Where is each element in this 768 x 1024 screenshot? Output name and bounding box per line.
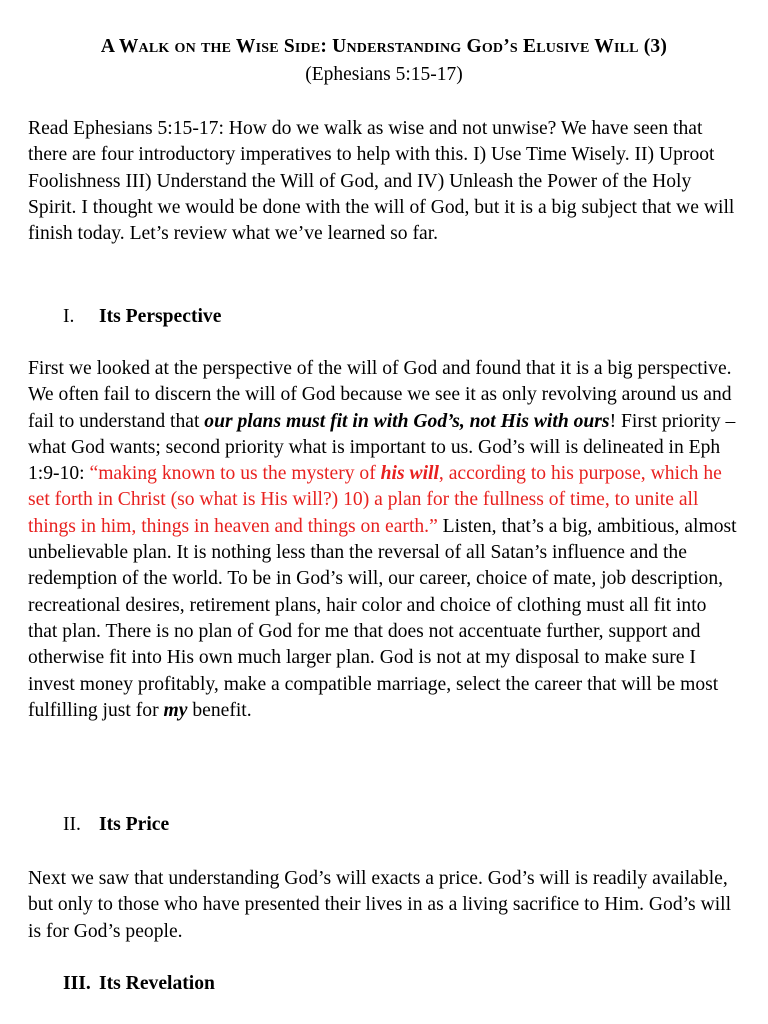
section-heading-price (63, 813, 169, 837)
emphasis-text: my (163, 699, 188, 721)
quote-run: , according to his purpose, which he set forth in Christ (so what is His will?) 10) a plan for the fullness of time, to unite all things in him, things in heaven and things on earth.” (28, 463, 722, 537)
section-numeral: III. (63, 973, 91, 994)
section-title: Its Price (99, 814, 170, 835)
section-heading-revelation (63, 972, 215, 996)
emphasis-text: our plans must fit in with God’s, not His with ours (204, 410, 610, 432)
text-run: benefit. (187, 699, 252, 721)
quote-emphasis: his will (380, 463, 439, 485)
section-numeral: I. (63, 306, 75, 327)
section-title: Its Revelation (99, 973, 215, 994)
text-run: First we looked at the perspective of the will of God and found that it is a big perspective. We often fail to discern the will of God because we see it as only revolving around us and fail to understand that (28, 358, 732, 432)
section-title: Its Perspective (99, 306, 222, 327)
price-paragraph: Next we saw that understanding God’s will exacts a price. God’s will is readily available, but only to those who have presented their lives in as a living sacrifice to Him. God’s will is for God’s people. (28, 868, 732, 942)
document-subtitle: (Ephesians 5:15-17) (305, 64, 463, 85)
text-run: ! First priority – what God wants; second priority what is important to us. God’s will is delineated in Eph 1:9-10: (28, 410, 736, 485)
section-heading-perspective (63, 305, 221, 329)
text-run: Listen, that’s a big, ambitious, almost unbelievable plan. It is nothing less than the reversal of all Satan’s influence and the redemption of the world. To be in God’s will, our career, choice of mate, job description, recreational desires, retirement plans, hair color and choice of clothing must all fit into that plan. There is no plan of God for me that does not accentuate further, support and otherwise fit into His own much larger plan. God is not at my disposal to make sure I invest money profitably, make a compatible marriage, select the career that will be most fulfilling just for (28, 515, 737, 721)
perspective-paragraph (28, 356, 740, 724)
quote-run: “making known to us the mystery of (89, 463, 381, 485)
document-title: A Walk on the Wise Side: Understanding God’s Elusive Will (3) (100, 36, 668, 57)
section-numeral: II. (63, 814, 81, 835)
intro-paragraph: Read Ephesians 5:15-17: How do we walk as wise and not unwise? We have seen that there are four introductory imperatives to help with this. I) Use Time Wisely. II) Uproot Foolishness III) Understand the Will of God, and IV) Unleash the Power of the Holy Spirit. I thought we would be done with the will of God, but it is a big subject that we will finish today. Let’s review what we’ve learned so far. (28, 118, 735, 245)
